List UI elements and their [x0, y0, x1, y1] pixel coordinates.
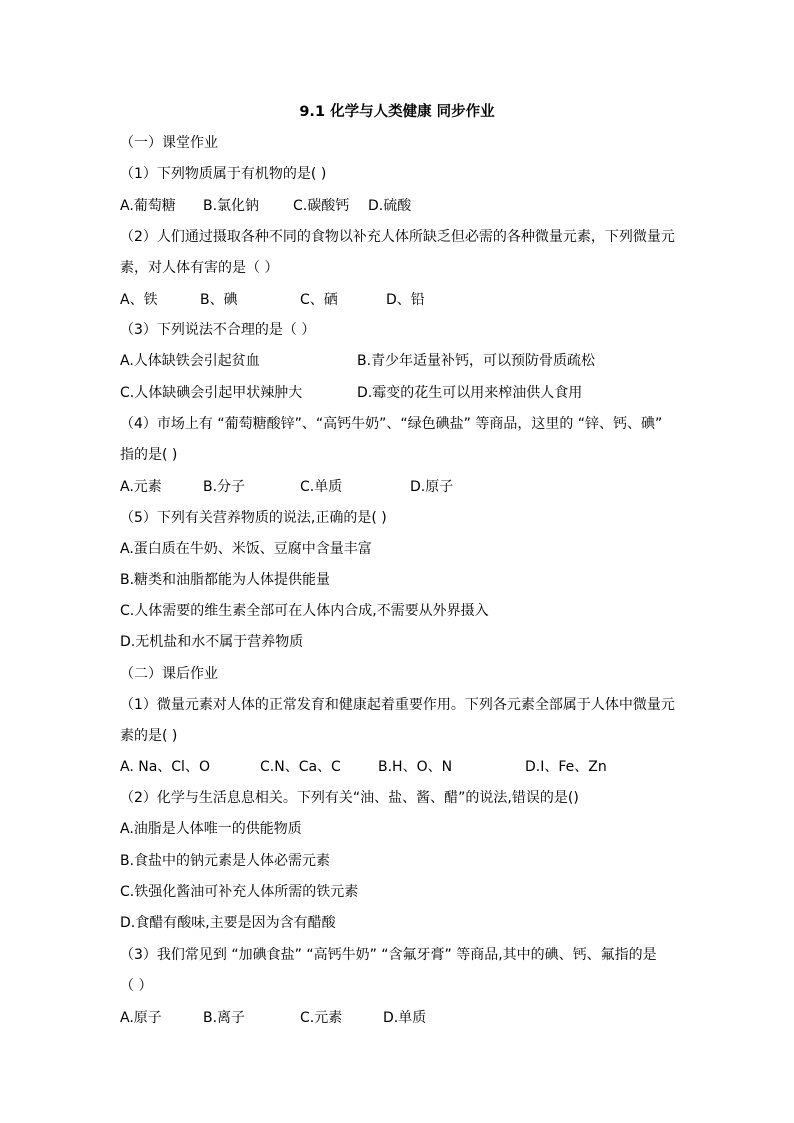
option-d: D.原子: [410, 479, 454, 495]
question-stem: （2）人们通过摄取各种不同的食物以补充人体所缺乏但必需的各种微量元素，下列微量元: [120, 229, 675, 245]
question-stem: （5）下列有关营养物质的说法,正确的是( ): [120, 510, 387, 526]
question-stem-continued: （ ）: [120, 978, 153, 994]
option-b: B、碘: [200, 292, 238, 308]
option-a: A.元素: [120, 479, 162, 495]
option-a: A.葡萄糖: [120, 198, 176, 214]
question-stem: （3）我们常见到 “加碘食盐” “高钙牛奶” “含氟牙膏” 等商品,其中的碘、钙、氟指的是: [120, 947, 657, 963]
option-c: C.元素: [300, 1010, 343, 1026]
option-b: B.分子: [203, 479, 246, 495]
question-stem: （4）市场上有 “葡萄糖酸锌”、“高钙牛奶”、“绿色碘盐” 等商品，这里的 “锌、钙、碘”: [120, 416, 663, 432]
option-a: A.人体缺铁会引起贫血: [120, 353, 260, 369]
option-a: A、铁: [120, 292, 158, 308]
option-c: C.N、Ca、C: [260, 759, 341, 775]
option-a: A.原子: [120, 1010, 162, 1026]
option-d: D.I、Fe、Zn: [525, 759, 607, 775]
option-b: B.食盐中的钠元素是人体必需元素: [120, 853, 331, 869]
question-stem-continued: 指的是( ): [120, 447, 178, 463]
option-a: A.蛋白质在牛奶、米饭、豆腐中含量丰富: [120, 541, 372, 557]
section-heading-classwork: （一）课堂作业: [120, 135, 218, 151]
option-d: D.硫酸: [368, 198, 412, 214]
option-c: C.人体缺碘会引起甲状辣肿大: [120, 385, 303, 401]
option-c: C.单质: [300, 479, 343, 495]
option-b: B.氯化钠: [203, 198, 260, 214]
option-c: C.铁强化酱油可补充人体所需的铁元素: [120, 884, 359, 900]
option-b: B.糖类和油脂都能为人体提供能量: [120, 572, 331, 588]
option-d: D、铅: [386, 292, 425, 308]
question-stem-continued: 素，对人体有害的是（ ）: [120, 260, 279, 276]
option-b: B.青少年适量补钙，可以预防骨质疏松: [357, 353, 596, 369]
option-d: D.无机盐和水不属于营养物质: [120, 634, 304, 650]
question-stem: （1）下列物质属于有机物的是( ): [120, 166, 327, 182]
question-stem: （1）微量元素对人体的正常发育和健康起着重要作用。下列各元素全部属于人体中微量元: [120, 697, 675, 713]
option-b: B.H、O、N: [378, 759, 453, 775]
option-a: A. Na、Cl、O: [120, 759, 210, 775]
question-stem-continued: 素的是( ): [120, 728, 178, 744]
option-c: C.碳酸钙: [293, 198, 350, 214]
option-a: A.油脂是人体唯一的供能物质: [120, 821, 302, 837]
question-stem: （2）化学与生活息息相关。下列有关“油、盐、酱、醋”的说法,错误的是(): [120, 790, 579, 806]
section-heading-homework: （二）课后作业: [120, 666, 218, 682]
option-d: D.单质: [383, 1010, 427, 1026]
option-d: D.食醋有酸味,主要是因为含有醋酸: [120, 915, 336, 931]
question-stem: （3）下列说法不合理的是（ ）: [120, 322, 316, 338]
option-b: B.离子: [203, 1010, 246, 1026]
option-d: D.霉变的花生可以用来榨油供人食用: [357, 385, 583, 401]
page-title: 9.1 化学与人类健康 同步作业: [299, 104, 495, 120]
option-c: C.人体需要的维生素全部可在人体内合成,不需要从外界摄入: [120, 603, 489, 619]
option-c: C、硒: [300, 292, 338, 308]
